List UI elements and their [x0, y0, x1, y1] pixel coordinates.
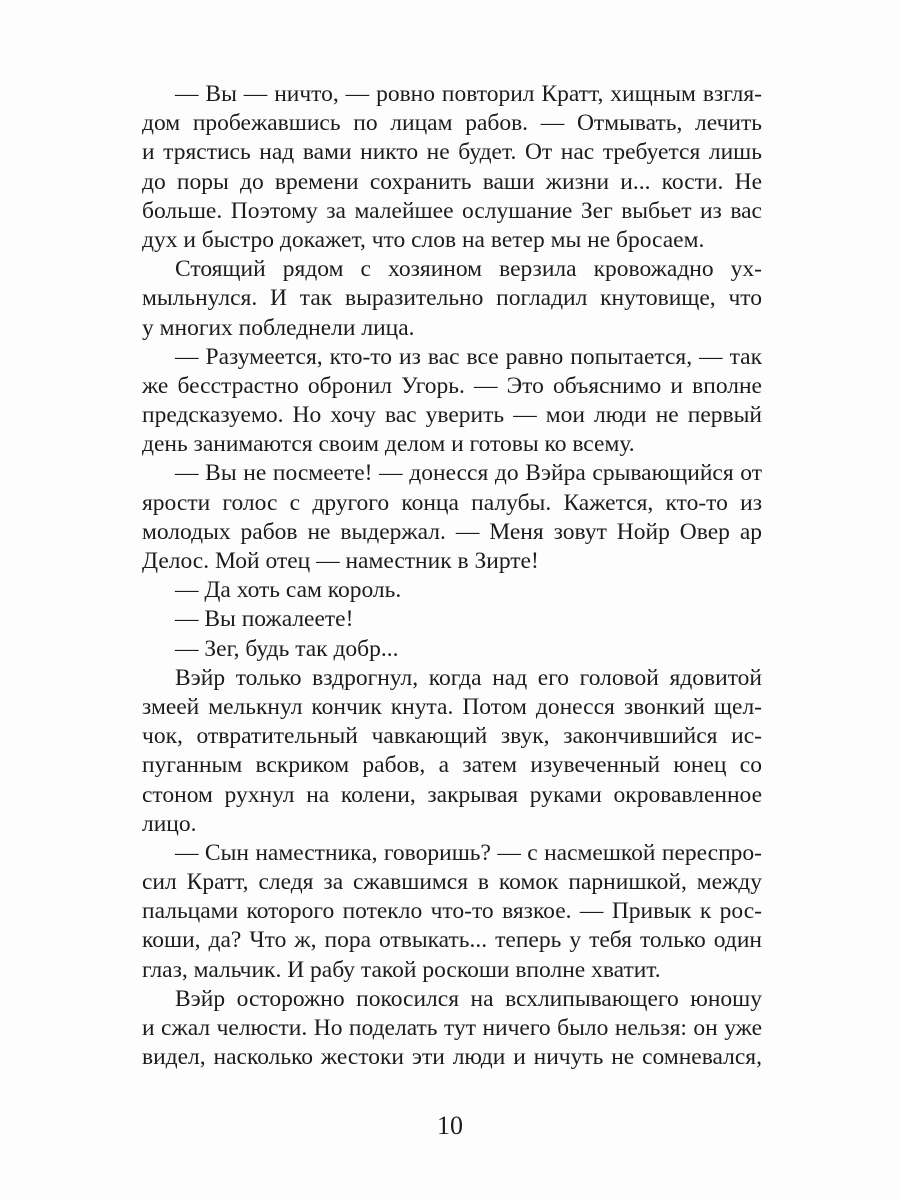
- text-line: и трястись над вами никто не будет. От нас требуется лишь: [142, 139, 762, 166]
- text-line: — Вы не посмеете! — донесся до Вэйра срывающийся от: [175, 460, 762, 487]
- text-line: и сжал челюсти. Но поделать тут ничего было нельзя: он уже: [142, 1015, 762, 1041]
- page-number: 10: [437, 1111, 463, 1140]
- body-text: [142, 80, 762, 1072]
- text-line: лицо.: [142, 810, 197, 837]
- text-line: пальцами которого потекло что-то вязкое. — Привык к рос-: [142, 898, 762, 925]
- text-line: ярости голос с другого конца палубы. Кажется, кто-то из: [142, 489, 762, 516]
- text-line: молодых рабов не выдержал. — Меня зовут Нойр Овер ар: [142, 518, 762, 545]
- text-line: сил Кратт, следя за сжавшимся в комок парнишкой, между: [142, 869, 762, 896]
- text-line: чок, отвратительный чавкающий звук, закончившийся ис-: [142, 723, 762, 750]
- text-line: стоном рухнул на колени, закрывая руками окровавленное: [142, 781, 762, 808]
- text-line: мыльнулся. И так выразительно погладил кнутовище, что: [142, 285, 762, 312]
- text-line: — Вы пожалеете!: [175, 606, 354, 633]
- text-line: предсказуемо. Но хочу вас уверить — мои люди не первый: [142, 402, 762, 429]
- text-line: — Вы — ничто, — ровно повторил Кратт, хищным взгля-: [175, 81, 762, 107]
- text-line: — Разумеется, кто-то из вас все равно попытается, — так: [175, 343, 762, 370]
- text-line: пуганным вскриком рабов, а затем изувеченный юнец со: [142, 752, 762, 779]
- text-line: — Зег, будь так добр...: [175, 635, 399, 662]
- text-line: Стоящий рядом с хозяином верзила кровожадно ух-: [175, 256, 762, 283]
- text-line: — Сын наместника, говоришь? — с насмешкой переспро-: [175, 839, 762, 866]
- text-line: змеей мелькнул кончик кнута. Потом донесся звонкий щел-: [142, 693, 762, 720]
- text-line: Вэйр осторожно покосился на всхлипывающего юношу: [175, 985, 762, 1012]
- text-line: больше. Поэтому за малейшее ослушание Зег выбьет из вас: [142, 197, 762, 224]
- text-line: глаз, мальчик. И рабу такой роскоши вполне хватит.: [142, 956, 661, 983]
- text-line: Вэйр только вздрогнул, когда над его головой ядовитой: [175, 664, 762, 691]
- text-line: до поры до времени сохранить ваши жизни и... кости. Не: [142, 168, 762, 195]
- text-line: дом пробежавшись по лицам рабов. — Отмывать, лечить: [142, 110, 762, 137]
- text-line: коши, да? Что ж, пора отвыкать... теперь у тебя только один: [142, 927, 762, 954]
- text-line: дух и быстро докажет, что слов на ветер мы не бросаем.: [142, 226, 705, 253]
- text-line: же бесстрастно обронил Угорь. — Это объяснимо и вполне: [142, 372, 762, 399]
- text-line: видел, насколько жестоки эти люди и ничуть не сомневался,: [142, 1044, 762, 1071]
- text-line: день занимаются своим делом и готовы ко всему.: [142, 431, 635, 458]
- text-line: у многих побледнели лица.: [142, 314, 415, 341]
- text-line: — Да хоть сам король.: [175, 577, 402, 604]
- text-line: Делос. Мой отец — наместник в Зирте!: [142, 548, 539, 574]
